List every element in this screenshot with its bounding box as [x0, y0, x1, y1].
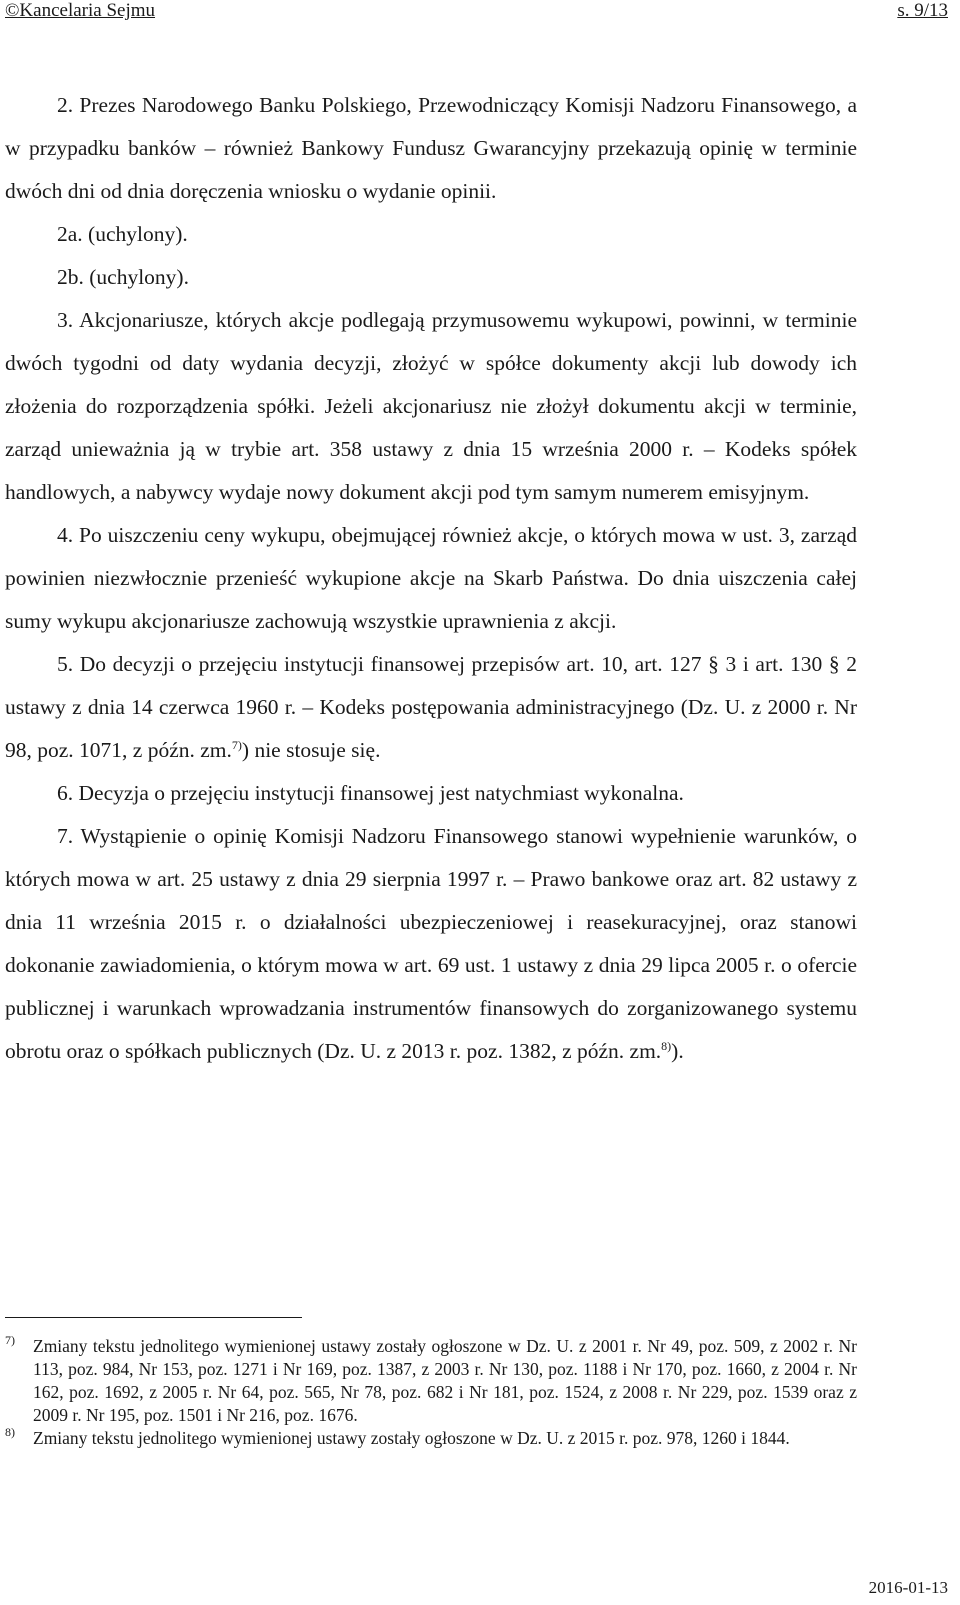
footnote-mark: 7): [5, 1333, 15, 1347]
footnote-divider: [5, 1317, 302, 1318]
paragraph-7-text: 7. Wystąpienie o opinię Komisji Nadzoru Finansowego stanowi wypełnienie warunków, o których mowa w art. 25 ustawy z dnia 29 sierpnia 1997 r. – Prawo bankowe oraz art. 82 ustawy z dnia 11 września 2015 r. o działalności ubezpieczeniowej i reasekuracyjnej, oraz stanowi dokonanie zawiadomienia, o którym mowa w art. 69 ust. 1 ustawy z dnia 29 lipca 2005 r. o ofercie publicznej i warunkach wprowadzania instrumentów finansowych do zorganizowanego systemu obrotu oraz o spółkach publicznych (Dz. U. z 2013 r. poz. 1382, z późn. zm.: [5, 824, 857, 1063]
page-header: [5, 0, 948, 26]
paragraph-5: [5, 643, 857, 772]
footnote-8: [5, 1427, 857, 1450]
footnote-mark: 8): [5, 1425, 15, 1439]
paragraph-6: 6. Decyzja o przejęciu instytucji finansowej jest natychmiast wykonalna.: [57, 781, 684, 805]
paragraph-7-end: ).: [671, 1039, 684, 1063]
page-number-text[interactable]: s. 9/13: [897, 0, 948, 21]
paragraph-5-text: 5. Do decyzji o przejęciu instytucji finansowej przepisów art. 10, art. 127 § 3 i art. 130 § 2 ustawy z dnia 14 czerwca 1960 r. – Kodeks postępowania administracyjnego (Dz. U. z 2000 r. Nr 98, poz. 1071, z późn. zm.: [5, 652, 857, 762]
paragraph-4: 4. Po uiszczeniu ceny wykupu, obejmującej również akcje, o których mowa w ust. 3, zarząd powinien niezwłocznie przenieść wykupione akcje na Skarb Państwa. Do dnia uiszczenia całej sumy wykupu akcjonariusze zachowują wszystkie uprawnienia z akcji.: [5, 523, 857, 633]
footer-date: 2016-01-13: [868, 1578, 948, 1597]
footnote-text: Zmiany tekstu jednolitego wymienionej ustawy zostały ogłoszone w Dz. U. z 2015 r. poz. 978, 1260 i 1844.: [33, 1428, 790, 1448]
paragraph-2: 2. Prezes Narodowego Banku Polskiego, Przewodniczący Komisji Nadzoru Finansowego, a w przypadku banków – również Bankowy Fundusz Gwarancyjny przekazują opinię w terminie dwóch dni od dnia doręczenia wniosku o wydanie opinii.: [5, 93, 857, 203]
copyright-link[interactable]: [5, 0, 155, 22]
paragraph-5-end: ) nie stosuje się.: [241, 738, 381, 762]
footnote-7: [5, 1335, 857, 1427]
paragraph-2b: 2b. (uchylony).: [57, 265, 189, 289]
paragraph-7: [5, 815, 857, 1073]
paragraph-3: 3. Akcjonariusze, których akcje podlegają przymusowemu wykupowi, powinni, w terminie dwóch tygodni od daty wydania decyzji, złożyć w spółce dokumenty akcji lub dowody ich złożenia do rozporządzenia spółki. Jeżeli akcjonariusz nie złożył dokumentu akcji w terminie, zarząd unieważnia ją w trybie art. 358 ustawy z dnia 15 września 2000 r. – Kodeks spółek handlowych, a nabywcy wydaje nowy dokument akcji pod tym samym numerem emisyjnym.: [5, 308, 857, 504]
footnote-ref-7[interactable]: 7): [231, 737, 242, 752]
footnotes: [5, 1335, 857, 1450]
paragraph-2a: 2a. (uchylony).: [57, 222, 188, 246]
footnote-ref-8[interactable]: 8): [661, 1038, 672, 1053]
page-number-link[interactable]: [897, 0, 948, 22]
footnote-text: Zmiany tekstu jednolitego wymienionej ustawy zostały ogłoszone w Dz. U. z 2001 r. Nr 49, poz. 509, z 2002 r. Nr 113, poz. 984, Nr 153, poz. 1271 i Nr 169, poz. 1387, z 2003 r. Nr 130, poz. 1188 i Nr 170, poz. 1660, z 2004 r. Nr 162, poz. 1692, z 2005 r. Nr 64, poz. 565, Nr 78, poz. 682 i Nr 181, poz. 1524, z 2008 r. Nr 229, poz. 1539 oraz z 2009 r. Nr 195, poz. 1501 i Nr 216, poz. 1676.: [33, 1336, 857, 1425]
document-body: [5, 84, 857, 1073]
copyright-text[interactable]: ©Kancelaria Sejmu: [5, 0, 156, 21]
